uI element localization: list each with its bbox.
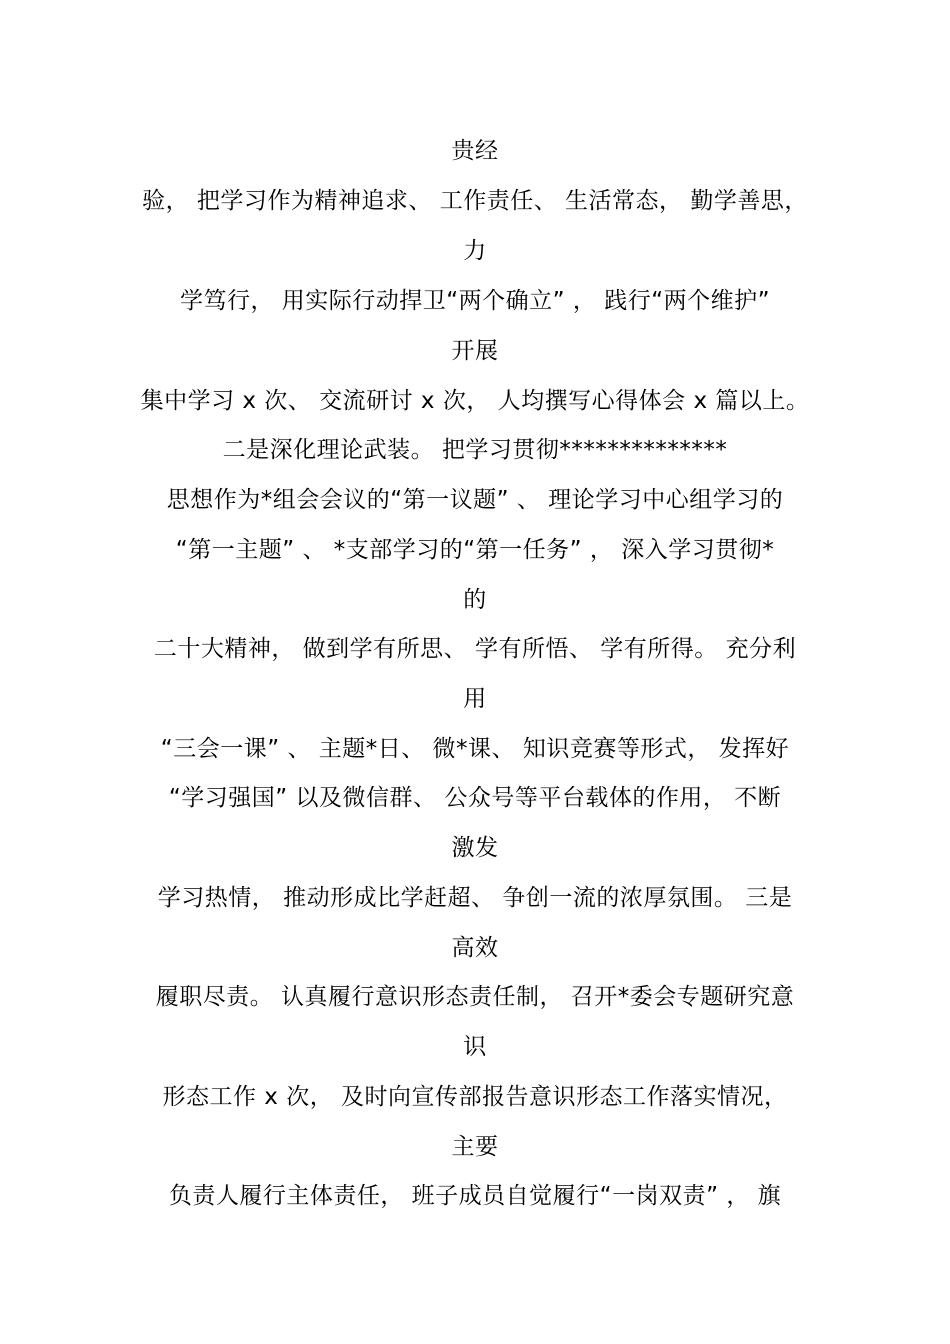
text-line: 形态工作 x 次， 及时向宣传部报告意识形态工作落实情况， bbox=[162, 1084, 788, 1110]
text-line: 贵经 bbox=[451, 138, 499, 164]
text-line: 履职尽责。 认真履行意识形态责任制， 召开*委会专题研究意 bbox=[155, 984, 795, 1010]
text-line: 思想作为*组会会议的“第一议题” 、 理论学习中心组学习的 bbox=[166, 487, 784, 513]
text-line: 识 bbox=[463, 1034, 487, 1060]
text-line: 学笃行， 用实际行动捍卫“两个确立” ， 践行“两个维护” bbox=[179, 288, 771, 314]
text-line: 力 bbox=[463, 238, 487, 264]
text-line: 激发 bbox=[451, 835, 499, 861]
text-line: 集中学习 x 次、 交流研讨 x 次， 人均撰写心得体会 x 篇以上。 bbox=[140, 388, 810, 414]
text-line: 高效 bbox=[451, 935, 499, 961]
text-line: “三会一课” 、 主题*日、 微*课、 知识竞赛等形式， 发挥好 bbox=[160, 736, 790, 762]
text-line: 负责人履行主体责任， 班子成员自觉履行“一岗双责” ， 旗 bbox=[168, 1183, 782, 1209]
text-line: 验， 把学习作为精神追求、 工作责任、 生活常态， 勤学善思， bbox=[142, 188, 808, 214]
text-line: 用 bbox=[463, 686, 487, 712]
text-line: 学习热情， 推动形成比学赶超、 争创一流的浓厚氛围。 三是 bbox=[157, 885, 793, 911]
text-line: 主要 bbox=[451, 1134, 499, 1160]
text-line: 的 bbox=[463, 587, 487, 613]
text-line: “学习强国” 以及微信群、 公众号等平台载体的作用， 不断 bbox=[168, 785, 782, 811]
text-line: 二是深化理论武装。 把学习贯彻************** bbox=[222, 437, 728, 463]
text-line: 二十大精神， 做到学有所思、 学有所悟、 学有所得。 充分利 bbox=[153, 636, 797, 662]
text-line: “第一主题” 、 *支部学习的“第一任务” ， 深入学习贯彻* bbox=[175, 537, 775, 563]
text-line: 开展 bbox=[451, 338, 499, 364]
